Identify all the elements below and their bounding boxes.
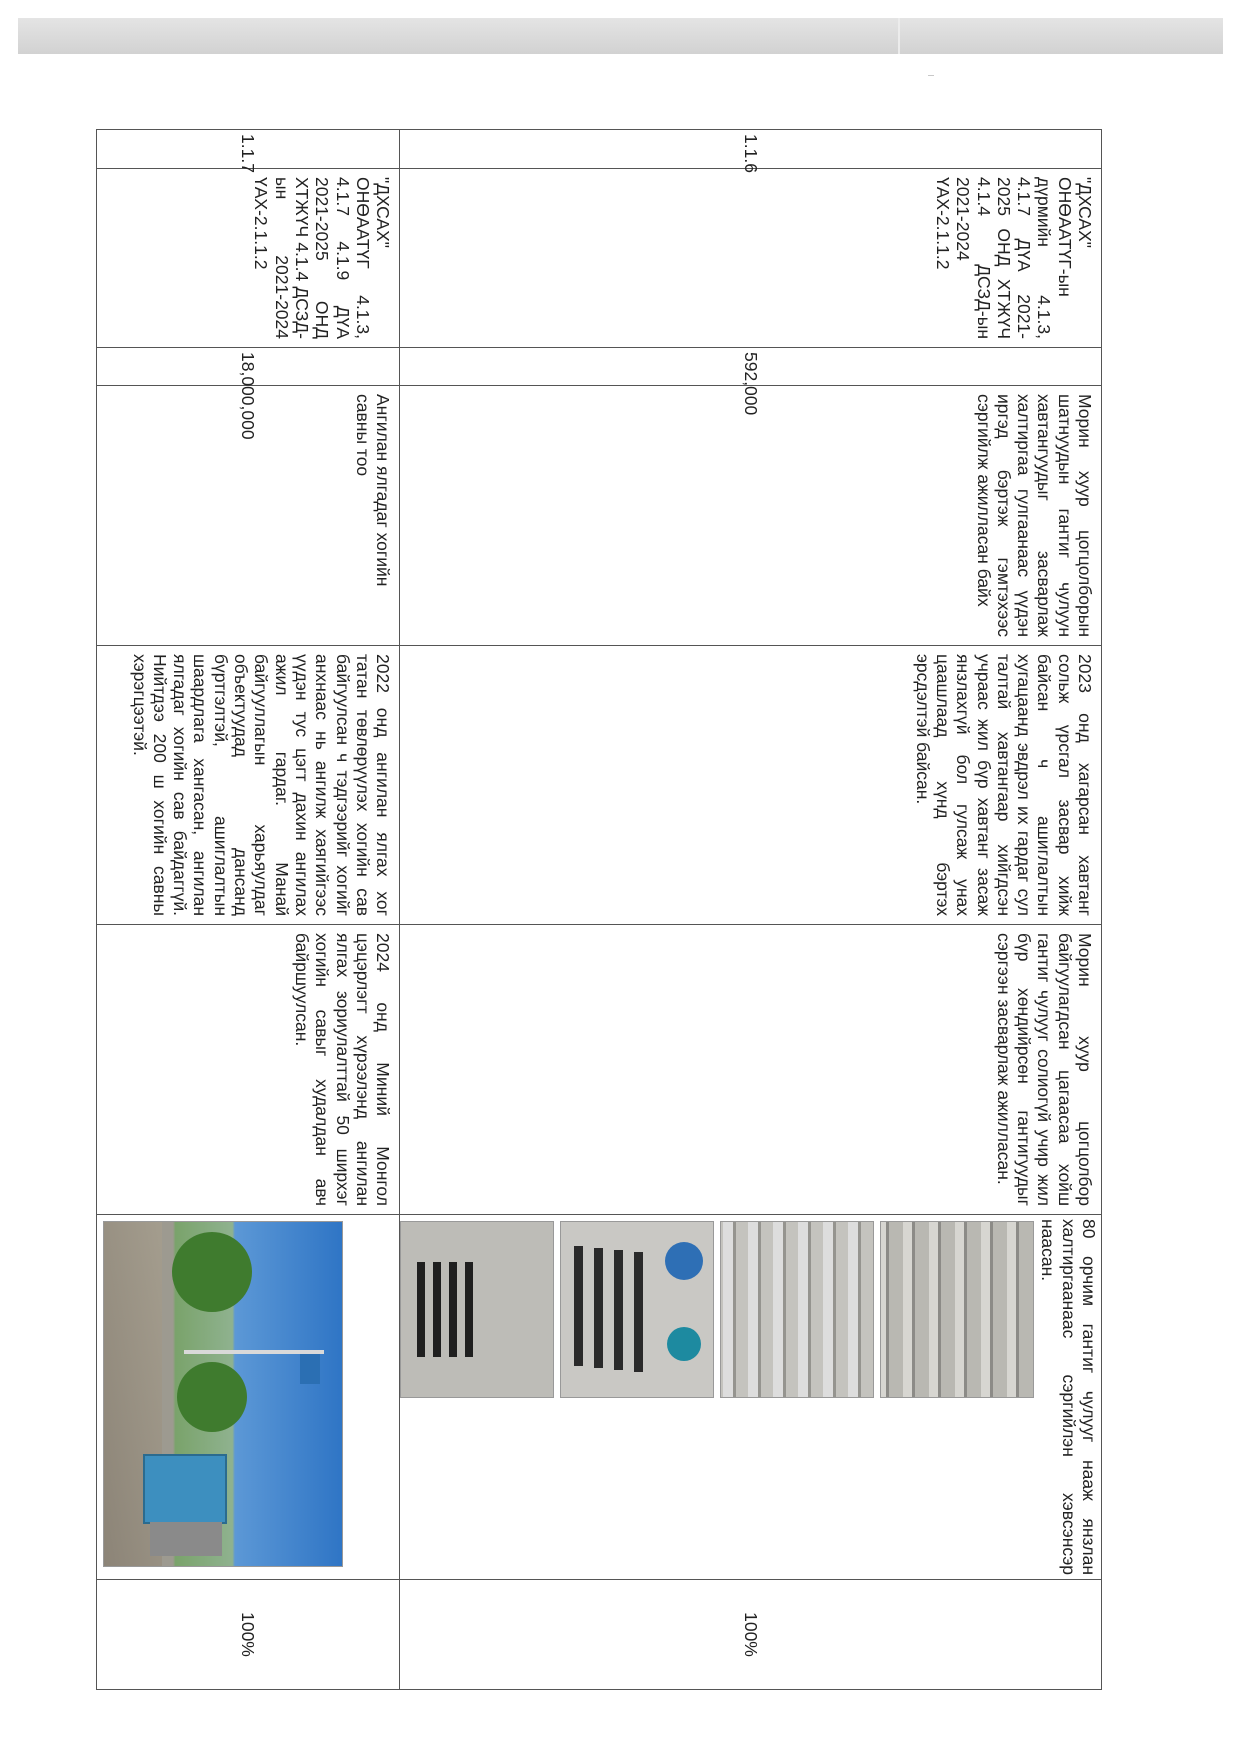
row-code: 1.1.7 <box>97 130 400 169</box>
row-baseline: 2022 онд ангилан ялгах хог татан төвлөрүүлэх хогийн сав байгуулсан ч тэдгээрийг хогийг анхнаас нь ангилж хаягийгээс үүдэн тус цэгт дахин ангилах ажил гардаг. Манай байгууллагын харьяулдаг объектуудад дансанд бүртгэлтэй, ашиглалтын шаардлага хангасан, ангилан ялгадаг хогийн сав байдаггүй. Нийтдээ 200 ш хогийн савны хэрэгцээтэй. <box>97 646 400 925</box>
row-reference: "ДХСАХ" ОНӨААТҮГ 4.1.3, 4.1.7 4.1.9 ДҮА 2021-2025 ОНД ХТЖҮЧ 4.1.4 ДСЗД-ын 2021-2024 ҮАХ-2.1.1.2 <box>97 169 400 348</box>
row-percent: 100% <box>97 1580 400 1690</box>
row-evidence <box>97 1215 400 1580</box>
row-amount: 18,000,000 <box>97 348 400 386</box>
stairs-photo <box>720 1221 874 1398</box>
rotated-table-wrapper <box>122 129 1102 1669</box>
table-row <box>400 130 1102 1690</box>
evidence-caption: 80 орчим гантиг чулууг нааж янзлан халтиргаанаас сэргийлэн хэвсэнсэр наасан. <box>1038 1219 1099 1575</box>
table-row <box>97 130 400 1690</box>
row-evidence <box>400 1215 1102 1580</box>
row-indicator: Ангилан ялгадаг хогийн савны тоо <box>97 386 400 646</box>
row-result: Морин хуур цогцолбор байгуулагдсан цагаасаа хойш гантиг чулууг солиогүй учир жил бүр хөндийрсөн гантигуудыг сэргээн засварлаж ажилласан. <box>400 925 1102 1215</box>
row-reference: "ДХСАХ" ОНӨААТҮГ-ын дүрмийн 4.1.3, 4.1.7 ДҮА 2021-2025 ОНД ХТЖҮЧ 4.1.4 ДСЗД-ын 2021-2024 ҮАХ-2.1.1.2 <box>400 169 1102 348</box>
row-percent: 100% <box>400 1580 1102 1690</box>
row-baseline: 2023 онд хагарсан хавтанг сольж үрсгал засвар хийж байсан ч ашиглалтын хугацаанд эвдрэл их гардаг сул талтай хавтангаар хийгдсэн учраас жил бүр хавтанг засаж янзлахгүй бол гулсаж унах цаашлаад хүнд бэртэх эрсдэлтэй байсан. <box>400 646 1102 925</box>
stair-repair-photo <box>400 1221 554 1398</box>
photo-grid <box>400 1215 1034 1579</box>
row-indicator: Морин хуур цогцолборын шатнуудын гантиг чулуун хавтангуудыг засварлаж халтиргаа гулгаанаас үүдэн иргэд бэртэж гэмтэхээс сэргийлж ажилласан байх <box>400 386 1102 646</box>
stairs-photo <box>880 1221 1034 1398</box>
stair-repair-photo <box>560 1221 714 1398</box>
report-table <box>96 129 1102 1690</box>
row-result: 2024 онд Миний Монгол цэцэрлэгт хүрээлэнд ангилан ялгах зориулалттай 50 ширхэг хогийн савыг худалдан авч байршуулсан. <box>97 925 400 1215</box>
scan-artifact <box>928 75 934 76</box>
scan-header-bar <box>18 18 1223 54</box>
row-code: 1.1.6 <box>400 130 1102 169</box>
row-amount: 592,000 <box>400 348 1102 386</box>
waste-bin-photo <box>103 1221 343 1567</box>
